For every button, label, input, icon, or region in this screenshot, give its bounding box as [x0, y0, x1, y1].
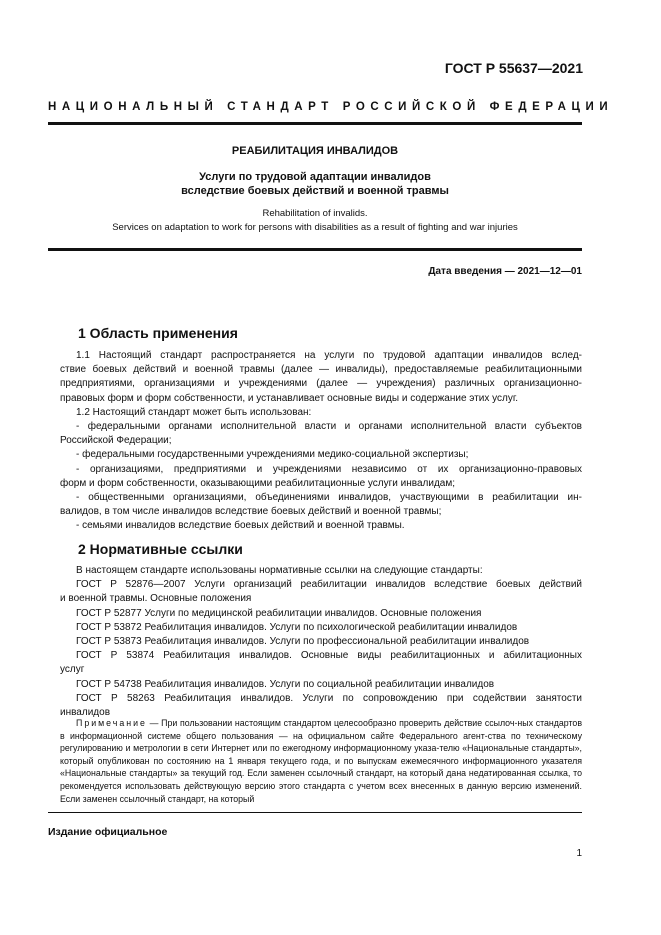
- subtitle-line: вследствие боевых действий и военной травмы: [181, 185, 449, 197]
- note-block: [60, 717, 582, 805]
- standard-subtitle: [48, 170, 582, 198]
- section-2-body: [60, 564, 582, 720]
- edition-label: Издание официальное: [48, 826, 168, 838]
- subtitle-line: Услуги по трудовой адаптации инвалидов: [199, 171, 431, 183]
- list-item-line: - семьями инвалидов вследствие боевых действий и военной травмы.: [76, 520, 405, 532]
- reference-line: и военной травмы. Основные положения: [60, 593, 252, 605]
- paragraph-line: предприятиями, организациями и учреждениями (далее — учреждения) различных организационно-: [60, 378, 582, 390]
- reference-line: ГОСТ Р 52876—2007 Услуги организаций реабилитации инвалидов вследствие боевых действий: [76, 579, 582, 591]
- paragraph-line: 1.1 Настоящий стандарт распространяется на услуги по трудовой адаптации инвалидов вслед-: [76, 350, 582, 361]
- top-divider: [48, 122, 582, 125]
- section-1-heading: 1 Область применения: [78, 325, 238, 341]
- reference-line: ГОСТ Р 58263 Реабилитация инвалидов. Услуги по сопровождению при содействии занятости: [76, 692, 582, 704]
- title-divider: [48, 248, 582, 251]
- list-item-line: - организациями, предприятиями и учреждениями независимо от их организационно-правовых: [76, 463, 582, 475]
- paragraph-line: 1.2 Настоящий стандарт может быть использован:: [76, 406, 312, 418]
- reference-line: ГОСТ Р 53874 Реабилитация инвалидов. Основные виды реабилитационных и абилитационных: [76, 650, 582, 662]
- document-code: ГОСТ Р 55637—2021: [444, 60, 583, 76]
- effective-date: Дата введения — 2021—12—01: [428, 266, 582, 277]
- english-title-line: Services on adaptation to work for persons with disabilities as a result of fighting and war injuries: [112, 222, 518, 233]
- list-item-line: - общественными организациями, объединениями инвалидов, участвующими в реабилитации ин-: [76, 492, 582, 504]
- reference-line: ГОСТ Р 52877 Услуги по медицинской реабилитации инвалидов. Основные положения: [76, 607, 482, 619]
- list-item-line: - федеральными государственными учреждениями медико-социальной экспертизы;: [76, 449, 469, 461]
- english-title: [48, 207, 582, 235]
- paragraph-line: правовых форм и форм собственности, и устанавливает основные виды и содержание этих услуг.: [60, 392, 519, 404]
- list-item-line: - федеральными органами исполнительной власти и органами исполнительной власти субъектов: [76, 421, 582, 433]
- list-item-line: Российской Федерации;: [60, 435, 172, 447]
- reference-line: инвалидов: [60, 707, 110, 719]
- section-1-body: [60, 349, 582, 534]
- footer-divider: [48, 812, 582, 813]
- reference-line: ГОСТ Р 54738 Реабилитация инвалидов. Услуги по социальной реабилитации инвалидов: [76, 678, 495, 690]
- reference-line: услуг: [60, 664, 85, 676]
- list-item-line: форм и форм собственности, оказывающими реабилитационные услуги инвалидам;: [60, 477, 455, 489]
- national-standard-heading: НАЦИОНАЛЬНЫЙ СТАНДАРТ РОССИЙСКОЙ ФЕДЕРАЦИИ: [48, 101, 614, 113]
- list-item-line: валидов, в том числе инвалидов вследствие боевых действий и военной травмы;: [60, 506, 442, 518]
- note-text: — При пользовании настоящим стандартом целесообразно проверить действие ссылоч-ных стандартов в информационной системе общего пользования — на официальном сайте Федерального агент-ства по техническому регулированию и метрологии в сети Интернет или по ежегодному информационному указа-телю «Национальные стандарты», который опубликован по состоянию на 1 января текущего года, и по выпускам ежемесячного информационного указателя «Национальные стандарты» за текущий год. Если заменен ссылочный стандарт, на который дана недатированная ссылка, то рекомендуется использовать действующую версию этого стандарта с учетом всех внесенных в данную версию изменений. Если заменен ссылочный стандарт, на который: [60, 718, 582, 804]
- english-title-line: Rehabilitation of invalids.: [262, 208, 368, 219]
- reference-line: ГОСТ Р 53873 Реабилитация инвалидов. Услуги по профессиональной реабилитации инвалидов: [76, 636, 530, 648]
- paragraph-line: ствие боевых действий и военной травмы (далее — инвалиды), предоставляемые реабилитационными: [60, 364, 582, 376]
- paragraph-line: В настоящем стандарте использованы нормативные ссылки на следующие стандарты:: [76, 565, 483, 576]
- reference-line: ГОСТ Р 53872 Реабилитация инвалидов. Услуги по психологической реабилитации инвалидов: [76, 621, 518, 633]
- section-2-heading: 2 Нормативные ссылки: [78, 541, 243, 557]
- page-number: 1: [576, 848, 582, 859]
- note-label: Примечание: [76, 718, 147, 728]
- standard-title: РЕАБИЛИТАЦИЯ ИНВАЛИДОВ: [231, 145, 399, 157]
